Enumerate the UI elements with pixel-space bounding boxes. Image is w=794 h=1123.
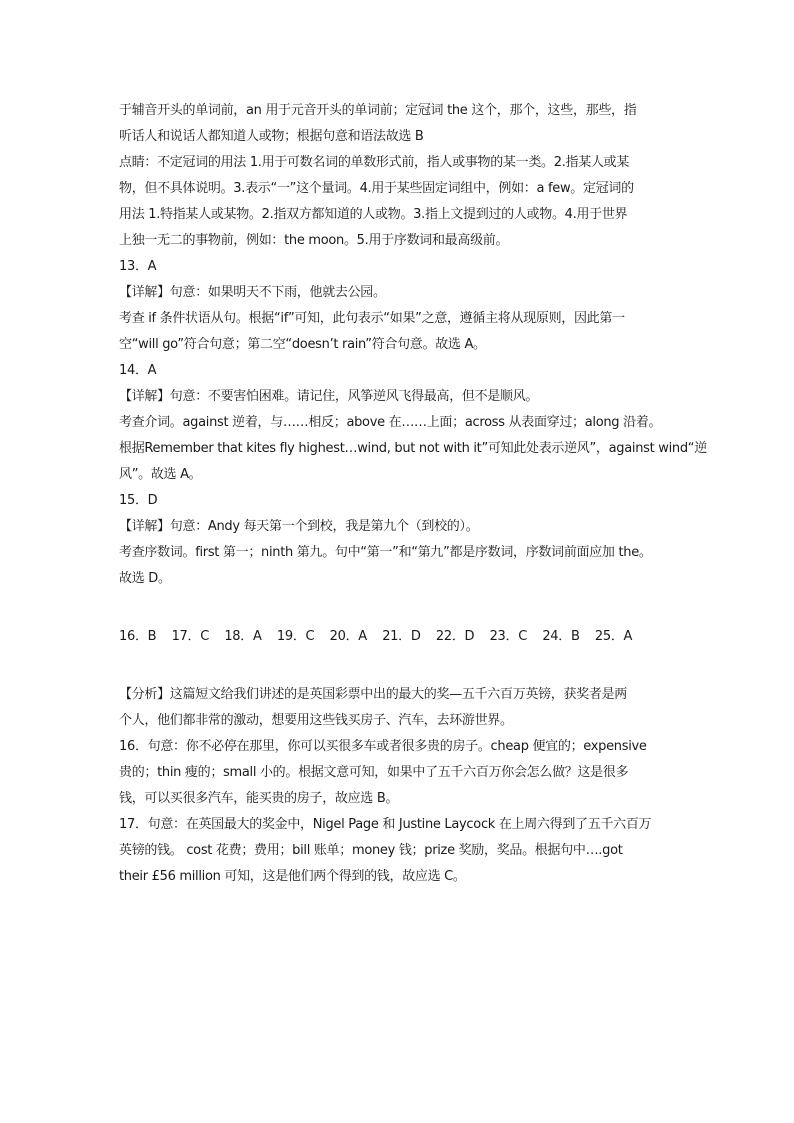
text-line: 16．句意：你不必停在那里，你可以买很多车或者很多贵的房子。cheap 便宜的；expensive <box>119 739 647 754</box>
text-line: 风”。故选 A。 <box>119 467 202 482</box>
text-line: 【详解】句意：如果明天不下雨，他就去公园。 <box>119 285 386 300</box>
text-line: 17．句意：在英国最大的奖金中，Nigel Page 和 Justine Laycock 在上周六得到了五千六百万 <box>119 817 652 832</box>
text-line: 听话人和说话人都知道人或物；根据句意和语法故选 B <box>119 129 424 144</box>
text-line: 【详解】句意：Andy 每天第一个到校，我是第九个（到校的）。 <box>119 519 479 534</box>
text-line: 贵的；thin 瘦的；small 小的。根据文意可知，如果中了五千六百万你会怎么做？这是很多 <box>119 765 629 780</box>
question-number: 14．A <box>119 363 157 378</box>
text-line: 上独一无二的事物前，例如：the moon。5.用于序数词和最高级前。 <box>119 233 509 248</box>
text-line: 个人，他们都非常的激动，想要用这些钱买房子、汽车，去环游世界。 <box>119 713 513 728</box>
text-line: 考查介词。against 逆着，与……相反；above 在……上面；across 从表面穿过；along 沿着。 <box>119 415 662 430</box>
document-body <box>119 98 707 890</box>
text-line: 根据Remember that kites fly highest…wind, but not with it”可知此处表示逆风”，against wind“逆 <box>119 441 707 456</box>
question-number: 15．D <box>119 493 158 508</box>
text-line: 考查序数词。first 第一；ninth 第九。句中“第一”和“第九”都是序数词，序数词前面应加 the。 <box>119 545 652 560</box>
text-line: 空“will go”符合句意；第二空“doesn’t rain”符合句意。故选 A。 <box>119 337 486 352</box>
text-line: 于辅音开头的单词前，an 用于元音开头的单词前；定冠词 the 这个，那个，这些，那些，指 <box>119 103 637 118</box>
answer-key-line: 16．B 17．C 18．A 19．C 20．A 21．D 22．D 23．C 24．B 25．A <box>119 629 633 644</box>
text-line: 点睛：不定冠词的用法 1.用于可数名词的单数形式前，指人或事物的某一类。2.指某人或某 <box>119 155 630 170</box>
text-line: 钱，可以买很多汽车，能买贵的房子，故应选 B。 <box>119 791 399 806</box>
text-line: 故选 D。 <box>119 571 171 586</box>
text-line: 【详解】句意：不要害怕困难。请记住，风筝逆风飞得最高，但不是顺风。 <box>119 389 539 404</box>
text-line: 英镑的钱。 cost 花费；费用；bill 账单；money 钱；prize 奖励，奖品。根据句中….got <box>119 843 623 858</box>
text-line: 物，但不具体说明。3.表示“一”这个量词。4.用于某些固定词组中，例如：a few。定冠词的 <box>119 181 634 196</box>
text-line: 考查 if 条件状语从句。根据“if”可知，此句表示“如果”之意，遵循主将从现原则，因此第一 <box>119 311 625 326</box>
question-number: 13．A <box>119 259 157 274</box>
text-line: their £56 million 可知，这是他们两个得到的钱，故应选 C。 <box>119 869 466 884</box>
text-line: 用法 1.特指某人或某物。2.指双方都知道的人或物。3.指上文提到过的人或物。4.用于世界 <box>119 207 628 222</box>
text-line: 【分析】这篇短文给我们讲述的是英国彩票中出的最大的奖—五千六百万英镑，获奖者是两 <box>119 687 628 702</box>
